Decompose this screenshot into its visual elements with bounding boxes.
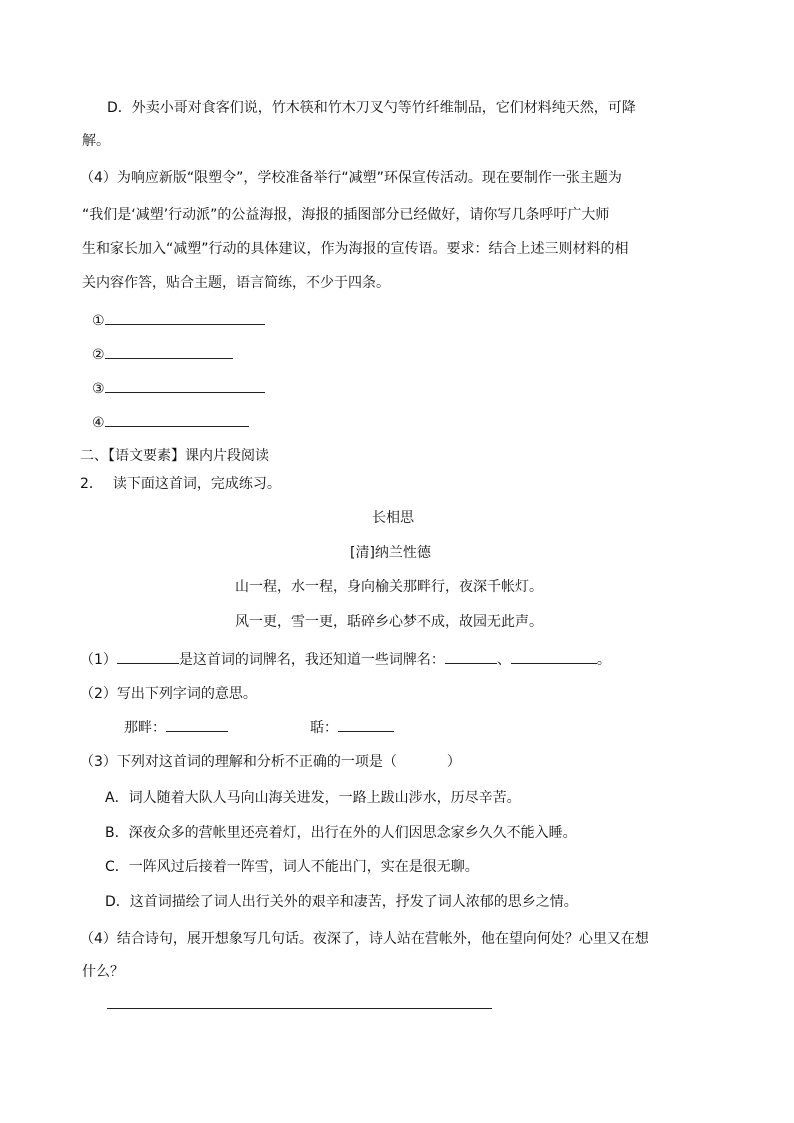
poem-line-1: 山一程，水一程，身向榆关那畔行，夜深千帐灯。	[235, 579, 543, 595]
sub3-option-b: B．深夜众多的营帐里还亮着灯，出行在外的人们因思念家乡久久不能入睡。	[105, 825, 577, 841]
word-item-2	[310, 717, 394, 738]
answer-item-1	[92, 310, 265, 331]
sub-question-4-line2: 什么？	[82, 964, 124, 980]
sub1-blank-a[interactable]	[445, 649, 497, 664]
answer-blank-2[interactable]	[105, 344, 233, 359]
sub-question-3	[80, 752, 461, 772]
sub-question-1	[80, 649, 611, 670]
section-heading: 二、【语文要素】课内片段阅读	[80, 448, 269, 464]
sub1-blank-cipai[interactable]	[117, 649, 179, 664]
answer-blank-1[interactable]	[105, 310, 265, 325]
answer-blank-3[interactable]	[105, 378, 265, 393]
word-item-1	[124, 717, 228, 738]
answer-number-3: ③	[92, 381, 105, 397]
poem-title: 长相思	[372, 510, 414, 526]
poem-author: [清]纳兰性德	[350, 545, 431, 561]
answer-blank-4[interactable]	[105, 412, 249, 427]
word-2-blank[interactable]	[338, 717, 394, 732]
answer-item-3	[92, 378, 265, 399]
answer-number-4: ④	[92, 415, 105, 431]
sub-question-4-line1: （4）结合诗句，展开想象写几句话。夜深了，诗人站在营帐外，他在望向何处？心里又在想	[80, 931, 649, 947]
sub3-option-d: D．这首词描绘了词人出行关外的艰辛和凄苦，抒发了词人浓郁的思乡之情。	[105, 894, 578, 910]
question-number: 2．	[80, 476, 103, 492]
word-1-label: 那畔：	[124, 720, 166, 736]
question-instruction: 读下面这首词，完成练习。	[112, 476, 281, 492]
poem-line-2: 风一更，雪一更，聒碎乡心梦不成，故园无此声。	[235, 614, 543, 630]
sub3-option-a: A．词人随着大队人马向山海关进发，一路上跋山涉水，历尽辛苦。	[105, 790, 521, 806]
sub1-separator: 、	[496, 652, 511, 668]
q4-prompt-line3: 生和家长加入“减塑”行动的具体建议，作为海报的宣传语。要求：结合上述三则材料的相	[82, 241, 629, 257]
word-2-label: 聒：	[310, 720, 338, 736]
q4-prompt-line2: “我们是‘减塑’行动派”的公益海报，海报的插图部分已经做好，请你写几条呼吁广大师	[82, 207, 610, 223]
answer-writing-line[interactable]	[107, 1008, 492, 1009]
answer-number-1: ①	[92, 313, 105, 329]
word-1-blank[interactable]	[166, 717, 228, 732]
sub3-close: ）	[446, 754, 461, 770]
question-2-header	[80, 474, 281, 494]
sub-question-2: （2）写出下列字词的意思。	[80, 686, 257, 702]
q4-prompt-line4: 关内容作答，贴合主题，语言简练，不少于四条。	[82, 275, 390, 291]
q3-option-d-line1: D．外卖小哥对食客们说，竹木筷和竹木刀叉勺等竹纤维制品，它们材料纯天然，可降	[107, 100, 636, 116]
q3-option-d-line2: 解。	[82, 133, 110, 149]
sub1-text: 是这首词的词牌名，我还知道一些词牌名：	[178, 652, 445, 668]
sub1-prefix: （1）	[80, 652, 117, 668]
sub3-text: （3）下列对这首词的理解和分析不正确的一项是（	[80, 754, 397, 770]
answer-number-2: ②	[92, 347, 105, 363]
answer-item-2	[92, 344, 233, 365]
sub3-option-c: C．一阵风过后接着一阵雪，词人不能出门，实在是很无聊。	[105, 859, 479, 875]
q4-prompt-line1: （4）为响应新版“限塑令”，学校准备举行“减塑”环保宣传活动。现在要制作一张主题为	[80, 170, 622, 186]
sub1-end: 。	[596, 652, 611, 668]
sub1-blank-b[interactable]	[511, 649, 597, 664]
answer-item-4	[92, 412, 249, 433]
